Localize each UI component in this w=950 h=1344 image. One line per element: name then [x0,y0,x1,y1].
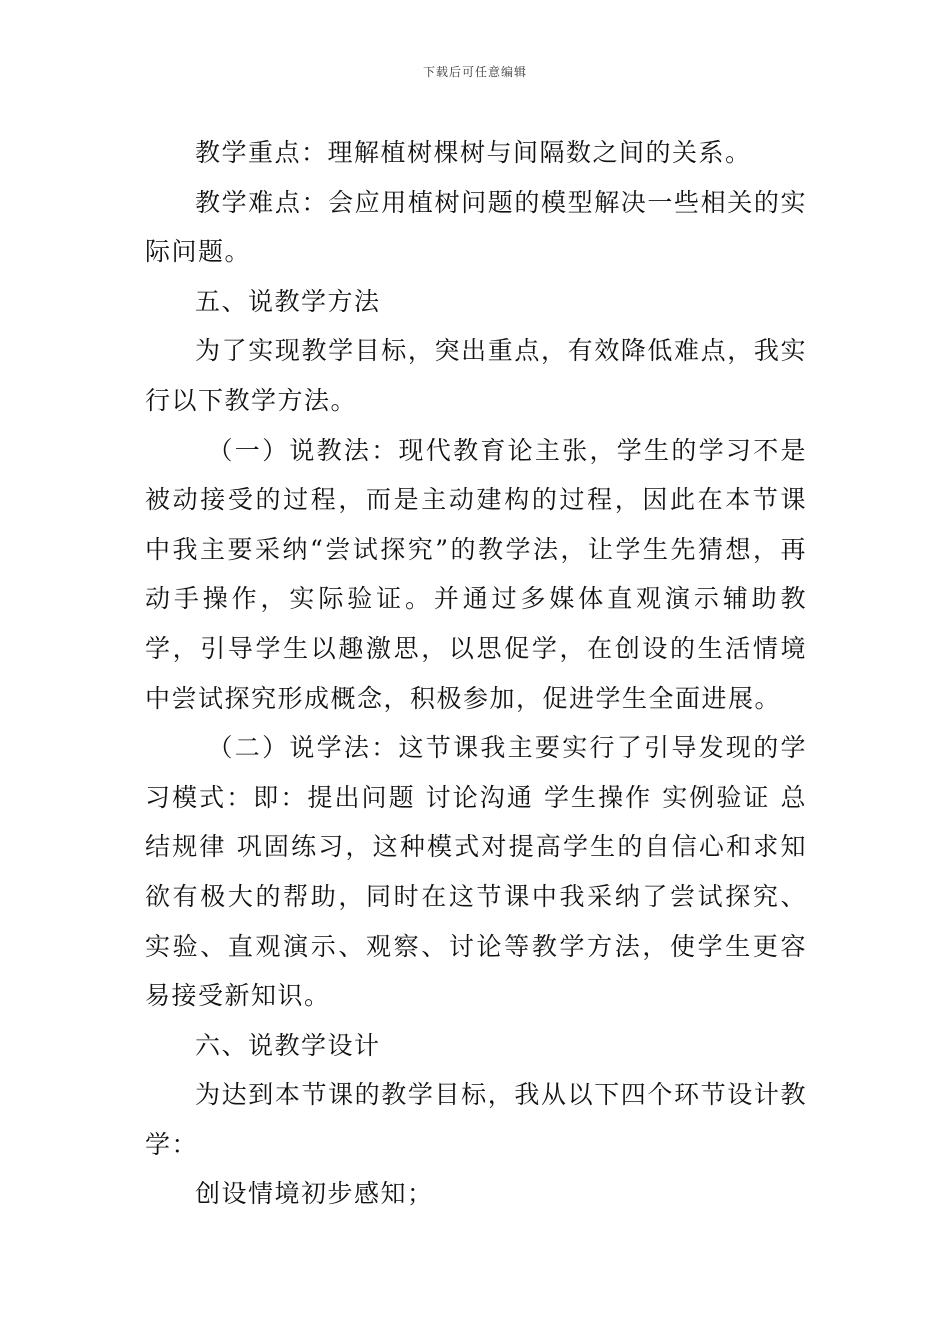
teaching-difficulty-paragraph: 教学难点：会应用植树问题的模型解决一些相关的实际问题。 [145,187,807,267]
section-heading-teaching-design: 六、说教学设计 [195,1030,381,1060]
learning-method-paragraph: （二）说学法：这节课我主要实行了引导发现的学习模式：即：提出问题 讨论沟通 学生操作 实例验证 总结规律 巩固练习，这种模式对提高学生的自信心和求知欲有极大的帮助，同时在这节课中我采纳了尝试探究、实验、直观演示、观察、讨论等教学方法，使学生更容易接受新知识。 [145,733,807,1011]
teaching-method-paragraph: （一）说教法：现代教育论主张，学生的学习不是被动接受的过程，而是主动建构的过程，因此在本节课中我主要采纳“尝试探究”的教学法，让学生先猜想，再动手操作，实际验证。并通过多媒体直观演示辅助教学，引导学生以趣激思，以思促学，在创设的生活情境中尝试探究形成概念，积极参加，促进学生全面进展。 [145,435,807,713]
design-step-paragraph: 创设情境初步感知； [195,1179,434,1209]
document-body [145,128,807,1219]
design-intro-paragraph: 为达到本节课的教学目标，我从以下四个环节设计教学： [145,1080,807,1159]
teaching-focus-paragraph: 教学重点：理解植树棵树与间隔数之间的关系。 [195,138,752,167]
section-heading-teaching-methods: 五、说教学方法 [195,286,381,316]
page-header: 下载后可任意编辑 [422,65,527,79]
methods-intro-paragraph: 为了实现教学目标，突出重点，有效降低难点，我实行以下教学方法。 [145,336,807,415]
